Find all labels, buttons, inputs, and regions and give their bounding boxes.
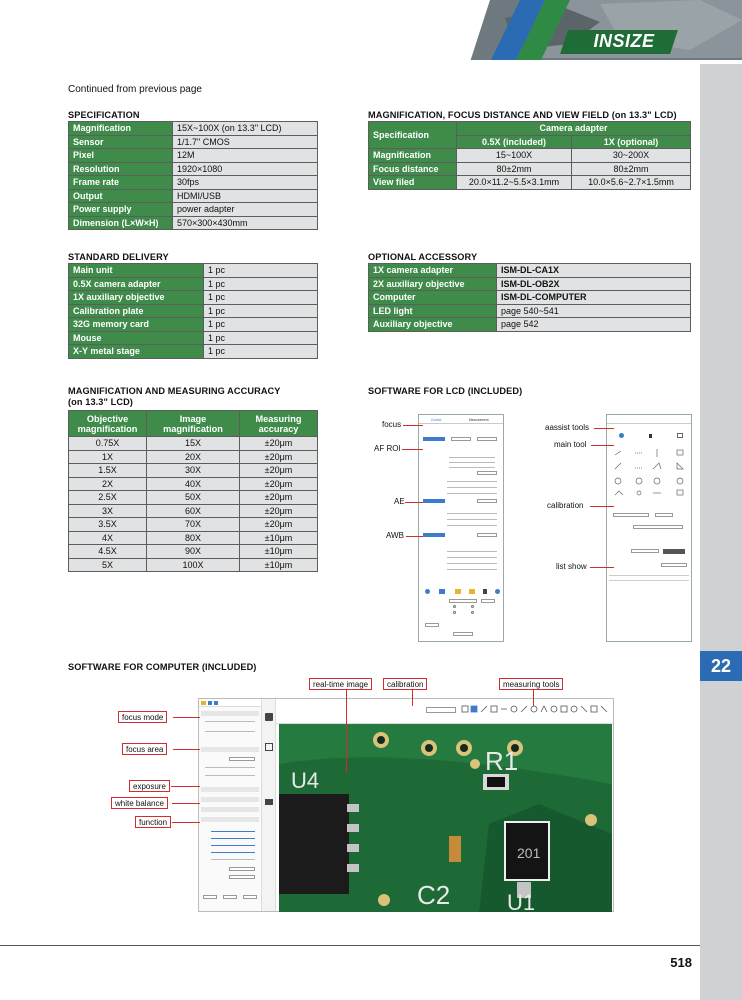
board-label-201: 201	[517, 845, 541, 861]
spec-label: Frame rate	[69, 176, 173, 190]
image-magnification: 80X	[147, 531, 240, 545]
mf-value-05x: 20.0×11.2~5.5×3.1mm	[457, 176, 572, 190]
main-tool-icons	[613, 449, 689, 499]
accessory-row	[369, 264, 691, 278]
accessory-code: ISM-DL-OB2X	[497, 277, 691, 291]
mf-value-1x: 80±2mm	[572, 162, 691, 176]
board-label-r1: R1	[485, 746, 519, 776]
measuring-accuracy: ±20μm	[240, 518, 318, 532]
callout-white-balance: white balance	[111, 797, 168, 809]
delivery-row	[69, 277, 318, 291]
delivery-row	[69, 318, 318, 332]
delivery-item: X-Y metal stage	[69, 345, 204, 359]
callout-realtime-image: real-time image	[309, 678, 372, 690]
delivery-qty: 1 pc	[204, 264, 318, 278]
spec-label: Magnification	[69, 122, 173, 136]
callout-function: function	[135, 816, 171, 828]
callout-measuring-tools: measuring tools	[499, 678, 563, 690]
bottom-rule	[0, 945, 700, 946]
measuring-accuracy: ±10μm	[240, 558, 318, 572]
delivery-qty: 1 pc	[204, 318, 318, 332]
accuracy-row	[69, 531, 318, 545]
optional-accessory-title: OPTIONAL ACCESSORY	[368, 252, 478, 262]
spec-row	[69, 122, 318, 136]
acc-header-objective: Objective magnification	[69, 411, 147, 437]
spec-row	[69, 162, 318, 176]
image-magnification: 70X	[147, 518, 240, 532]
logo-text: INSIZE	[593, 31, 655, 51]
spec-row	[69, 135, 318, 149]
objective-magnification: 2.5X	[69, 491, 147, 505]
spec-value: 30fps	[173, 176, 318, 190]
specification-title: SPECIFICATION	[68, 110, 140, 120]
accessory-code: page 542	[497, 318, 691, 332]
callout-list-show: list show	[556, 562, 587, 571]
delivery-item: 1X auxiliary objective	[69, 291, 204, 305]
pc-toolbar	[276, 699, 613, 724]
mf-row	[369, 149, 691, 163]
callout-focus: focus	[382, 420, 402, 429]
delivery-item: 0.5X camera adapter	[69, 277, 204, 291]
image-magnification: 30X	[147, 464, 240, 478]
accuracy-title: MAGNIFICATION AND MEASURING ACCURACY	[68, 386, 281, 396]
accuracy-subtitle: (on 13.3" LCD)	[68, 397, 133, 407]
lcd-software-title: SOFTWARE FOR LCD (INCLUDED)	[368, 386, 523, 396]
accuracy-row	[69, 558, 318, 572]
accuracy-row	[69, 464, 318, 478]
image-magnification: 100X	[147, 558, 240, 572]
callout-focus-area: focus area	[122, 743, 167, 755]
delivery-qty: 1 pc	[204, 291, 318, 305]
accuracy-row	[69, 504, 318, 518]
pc-software-title: SOFTWARE FOR COMPUTER (INCLUDED)	[68, 662, 257, 672]
measuring-accuracy: ±20μm	[240, 477, 318, 491]
spec-label: Dimension (L×W×H)	[69, 216, 173, 230]
measuring-accuracy: ±10μm	[240, 531, 318, 545]
side-strip	[700, 64, 742, 1000]
delivery-row	[69, 345, 318, 359]
spec-row	[69, 189, 318, 203]
accessory-row	[369, 277, 691, 291]
tab-control[interactable]: Control	[431, 418, 442, 422]
acc-header-image: Image magnification	[147, 411, 240, 437]
delivery-qty: 1 pc	[204, 345, 318, 359]
accessory-code: ISM-DL-CA1X	[497, 264, 691, 278]
measuring-accuracy: ±20μm	[240, 464, 318, 478]
accessory-name: Computer	[369, 291, 497, 305]
callout-calibration-pc: calibration	[383, 678, 427, 690]
image-magnification: 40X	[147, 477, 240, 491]
delivery-qty: 1 pc	[204, 277, 318, 291]
accessory-row	[369, 291, 691, 305]
accuracy-table	[68, 410, 318, 572]
callout-ae: AE	[394, 497, 405, 506]
objective-magnification: 4.5X	[69, 545, 147, 559]
acc-header-accuracy: Measuring accuracy	[240, 411, 318, 437]
delivery-row	[69, 331, 318, 345]
spec-label: Power supply	[69, 203, 173, 217]
image-magnification: 90X	[147, 545, 240, 559]
spec-value: HDMI/USB	[173, 189, 318, 203]
continued-note: Continued from previous page	[68, 84, 202, 95]
spec-value: 12M	[173, 149, 318, 163]
delivery-row	[69, 291, 318, 305]
standard-delivery-title: STANDARD DELIVERY	[68, 252, 169, 262]
spec-label: Pixel	[69, 149, 173, 163]
accessory-row	[369, 318, 691, 332]
image-magnification: 15X	[147, 437, 240, 451]
pc-control-sidebar	[199, 699, 262, 911]
accuracy-row	[69, 477, 318, 491]
pc-software-window	[198, 698, 614, 912]
delivery-row	[69, 304, 318, 318]
image-magnification: 60X	[147, 504, 240, 518]
objective-magnification: 5X	[69, 558, 147, 572]
mf-col2-header: 1X (optional)	[572, 135, 691, 149]
mf-value-05x: 80±2mm	[457, 162, 572, 176]
accessory-name: LED light	[369, 304, 497, 318]
measuring-accuracy: ±20μm	[240, 437, 318, 451]
pc-icon-column	[262, 699, 276, 911]
tab-measurement[interactable]: Measurement	[469, 418, 489, 422]
spec-label: Sensor	[69, 135, 173, 149]
objective-magnification: 0.75X	[69, 437, 147, 451]
chapter-tab: 22	[700, 651, 742, 681]
specification-table	[68, 121, 318, 230]
objective-magnification: 3X	[69, 504, 147, 518]
measuring-accuracy: ±10μm	[240, 545, 318, 559]
accessory-code: ISM-DL-COMPUTER	[497, 291, 691, 305]
mf-value-1x: 10.0×5.6~2.7×1.5mm	[572, 176, 691, 190]
delivery-qty: 1 pc	[204, 331, 318, 345]
callout-main-tool: main tool	[554, 440, 587, 449]
spec-label: Resolution	[69, 162, 173, 176]
image-magnification: 20X	[147, 450, 240, 464]
spec-value: 1/1.7" CMOS	[173, 135, 318, 149]
mf-adapter-header: Camera adapter	[457, 122, 691, 136]
spec-value: power adapter	[173, 203, 318, 217]
spec-label: Output	[69, 189, 173, 203]
delivery-qty: 1 pc	[204, 304, 318, 318]
callout-exposure: exposure	[129, 780, 170, 792]
measuring-accuracy: ±20μm	[240, 504, 318, 518]
measuring-accuracy: ±20μm	[240, 450, 318, 464]
callout-focus-mode: focus mode	[118, 711, 167, 723]
measuring-tool-icons	[461, 704, 611, 716]
accuracy-row	[69, 450, 318, 464]
delivery-item: Main unit	[69, 264, 204, 278]
mf-label: Focus distance	[369, 162, 457, 176]
callout-awb: AWB	[386, 531, 404, 540]
spec-row	[69, 176, 318, 190]
objective-magnification: 1.5X	[69, 464, 147, 478]
spec-value: 15X~100X (on 13.3" LCD)	[173, 122, 318, 136]
optional-accessory-table	[368, 263, 691, 332]
realtime-pcb-image	[279, 724, 612, 912]
objective-magnification: 2X	[69, 477, 147, 491]
board-label-u4: U4	[291, 768, 320, 793]
accessory-row	[369, 304, 691, 318]
delivery-item: Calibration plate	[69, 304, 204, 318]
mf-row	[369, 176, 691, 190]
accuracy-row	[69, 437, 318, 451]
callout-calibration: calibration	[547, 501, 584, 510]
mf-col1-header: 0.5X (included)	[457, 135, 572, 149]
delivery-item: 32G memory card	[69, 318, 204, 332]
callout-af-roi: AF ROI	[374, 444, 401, 453]
accuracy-row	[69, 545, 318, 559]
objective-magnification: 4X	[69, 531, 147, 545]
standard-delivery-table	[68, 263, 318, 359]
mf-value-1x: 30~200X	[572, 149, 691, 163]
spec-value: 1920×1080	[173, 162, 318, 176]
delivery-item: Mouse	[69, 331, 204, 345]
mf-value-05x: 15~100X	[457, 149, 572, 163]
spec-value: 570×300×430mm	[173, 216, 318, 230]
spec-row	[69, 149, 318, 163]
objective-magnification: 1X	[69, 450, 147, 464]
brand-logo	[492, 0, 742, 62]
measuring-accuracy: ±20μm	[240, 491, 318, 505]
objective-magnification: 3.5X	[69, 518, 147, 532]
magnification-focus-title: MAGNIFICATION, FOCUS DISTANCE AND VIEW FIELD (on 13.3" LCD)	[368, 110, 677, 120]
board-label-c2: C2	[417, 880, 451, 910]
accessory-name: Auxiliary objective	[369, 318, 497, 332]
mf-row	[369, 162, 691, 176]
callout-assist-tools: aassist tools	[545, 423, 590, 432]
image-magnification: 50X	[147, 491, 240, 505]
accessory-name: 1X camera adapter	[369, 264, 497, 278]
accessory-name: 2X auxiliary objective	[369, 277, 497, 291]
spec-row	[69, 216, 318, 230]
accuracy-row	[69, 518, 318, 532]
page-number: 518	[670, 955, 692, 970]
accessory-code: page 540~541	[497, 304, 691, 318]
mf-label: Magnification	[369, 149, 457, 163]
board-label-u1: U1	[507, 890, 536, 912]
magnification-focus-table	[368, 121, 691, 190]
lcd-control-panel	[418, 414, 504, 642]
mf-spec-header: Specification	[369, 122, 457, 149]
delivery-row	[69, 264, 318, 278]
spec-row	[69, 203, 318, 217]
lcd-measurement-panel	[606, 414, 692, 642]
mf-label: View filed	[369, 176, 457, 190]
accuracy-row	[69, 491, 318, 505]
